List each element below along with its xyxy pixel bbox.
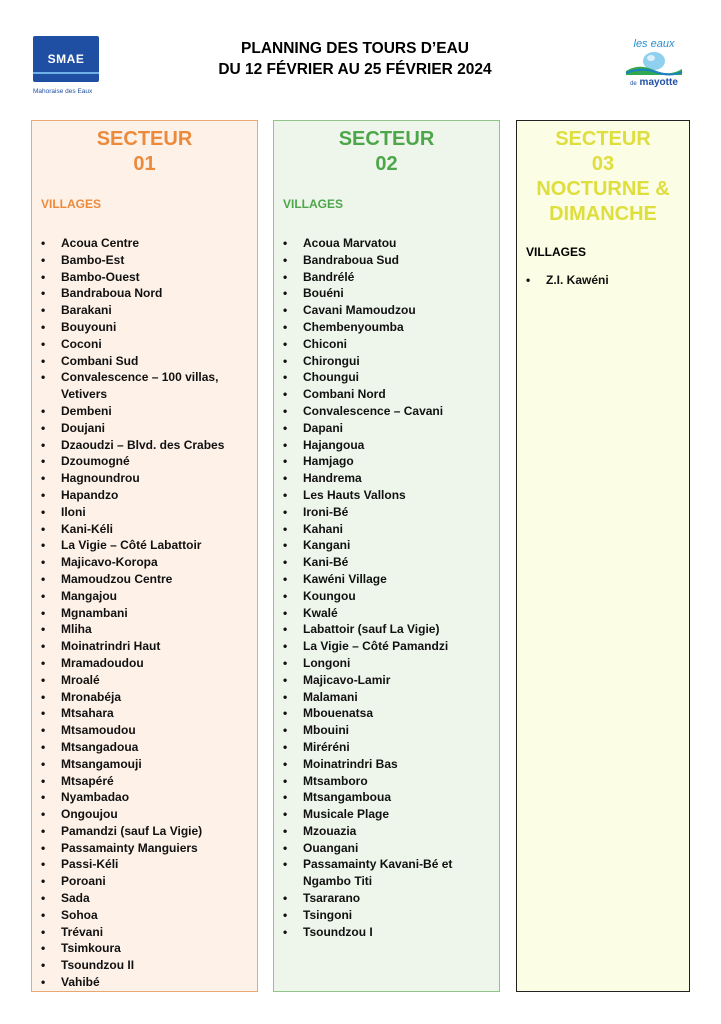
village-list-item: • Trévani xyxy=(41,924,251,941)
mayotte-logo-bottom xyxy=(618,77,690,88)
sector-01-villages-label: VILLAGES xyxy=(41,197,102,211)
village-list-item: • Bandraboua Nord xyxy=(41,285,251,302)
village-list-item: • Mramadoudou xyxy=(41,655,251,672)
village-list-item: • Tsimkoura xyxy=(41,940,251,957)
sector-01-column xyxy=(31,120,258,992)
smae-logo xyxy=(33,36,103,106)
sector-02-column xyxy=(273,120,500,992)
village-list-item: • Mtsangamouji xyxy=(41,756,251,773)
village-list-item: • Longoni xyxy=(283,655,493,672)
mayotte-logo-top: les eaux xyxy=(633,38,675,50)
village-list-item: • Moinatrindri Haut xyxy=(41,638,251,655)
village-list-item: • Chirongui xyxy=(283,353,493,370)
village-list-item: • Bambo-Est xyxy=(41,252,251,269)
village-list-item: • Passi-Kéli xyxy=(41,856,251,873)
village-list-item: • Coconi xyxy=(41,336,251,353)
sector-03-village-list xyxy=(517,272,689,289)
eaux-de-mayotte-logo xyxy=(618,38,690,100)
village-list-item: • Bouyouni xyxy=(41,319,251,336)
village-list-item: • Doujani xyxy=(41,420,251,437)
village-list-item: • Dzoumogné xyxy=(41,453,251,470)
village-list-item: • Moinatrindri Bas xyxy=(283,756,493,773)
village-list-item: • Mroalé xyxy=(41,672,251,689)
village-list-item: • Mbouenatsa xyxy=(283,705,493,722)
village-list-item: • Kani-Bé xyxy=(283,554,493,571)
village-list-item: • Mtsapéré xyxy=(41,773,251,790)
sector-03-title-line1: SECTEUR xyxy=(555,128,651,150)
sector-02-village-list xyxy=(274,235,499,940)
sector-02-villages-label: VILLAGES xyxy=(283,197,344,211)
village-list-item: • Passamainty Manguiers xyxy=(41,840,251,857)
village-list-item: • Mangajou xyxy=(41,588,251,605)
village-list-item: • Hajangoua xyxy=(283,437,493,454)
sector-03-title-line4: DIMANCHE xyxy=(549,203,657,225)
sector-03-title-line3: NOCTURNE & xyxy=(536,178,670,200)
village-list-item: • Bouéni xyxy=(283,285,493,302)
village-list-item: • Tsoundzou I xyxy=(283,924,493,941)
village-list-item: • Barakani xyxy=(41,302,251,319)
sector-02-title xyxy=(274,127,499,177)
village-list-item: • Les Hauts Vallons xyxy=(283,487,493,504)
village-list-item: • Mronabéja xyxy=(41,689,251,706)
village-list-item: • Convalescence – 100 villas, Vetivers xyxy=(41,369,251,403)
village-list-item: • Acoua Centre xyxy=(41,235,251,252)
village-list-item: • Kawéni Village xyxy=(283,571,493,588)
village-list-item: • Ouangani xyxy=(283,840,493,857)
village-list-item: • Kahani xyxy=(283,521,493,538)
sector-01-title-line1: SECTEUR xyxy=(96,128,193,150)
village-list-item: • Z.I. Kawéni xyxy=(526,272,683,289)
village-list-item: • Combani Sud xyxy=(41,353,251,370)
village-list-item: • Cavani Mamoudzou xyxy=(283,302,493,319)
sector-02-title-line2: 02 xyxy=(375,153,398,175)
village-list-item: • Hagnoundrou xyxy=(41,470,251,487)
village-list-item: • Poroani xyxy=(41,873,251,890)
village-list-item: • Kangani xyxy=(283,537,493,554)
village-list-item: • Dapani xyxy=(283,420,493,437)
village-list-item: • Mtsangamboua xyxy=(283,789,493,806)
village-list-item: • Kani-Kéli xyxy=(41,521,251,538)
smae-logo-subtitle: Mahoraise des Eaux xyxy=(33,88,93,95)
water-wave-icon xyxy=(624,51,684,77)
village-list-item: • Dembeni xyxy=(41,403,251,420)
village-list-item: • Nyambadao xyxy=(41,789,251,806)
village-list-item: • Mtsamboro xyxy=(283,773,493,790)
village-list-item: • Mliha xyxy=(41,621,251,638)
sector-01-title xyxy=(32,127,257,177)
village-list-item: • Bandrélé xyxy=(283,269,493,286)
village-list-item: • Mamoudzou Centre xyxy=(41,571,251,588)
village-list-item: • Hamjago xyxy=(283,453,493,470)
village-list-item: • La Vigie – Côté Labattoir xyxy=(41,537,251,554)
village-list-item: • Mgnambani xyxy=(41,605,251,622)
village-list-item: • Bandraboua Sud xyxy=(283,252,493,269)
page-title xyxy=(150,38,560,80)
village-list-item: • Dzaoudzi – Blvd. des Crabes xyxy=(41,437,251,454)
smae-logo-box xyxy=(33,36,99,82)
village-list-item: • Malamani xyxy=(283,689,493,706)
village-list-item: • Convalescence – Cavani xyxy=(283,403,493,420)
village-list-item: • Majicavo-Lamir xyxy=(283,672,493,689)
village-list-item: • Passamainty Kavani-Bé et Ngambo Titi xyxy=(283,856,493,890)
sector-03-title xyxy=(517,127,689,227)
sector-01-title-line2: 01 xyxy=(133,153,156,175)
village-list-item: • Musicale Plage xyxy=(283,806,493,823)
village-list-item: • Tsoundzou II xyxy=(41,957,251,974)
village-list-item: • Tsararano xyxy=(283,890,493,907)
village-list-item: • Pamandzi (sauf La Vigie) xyxy=(41,823,251,840)
village-list-item: • Mtsahara xyxy=(41,705,251,722)
village-list-item: • La Vigie – Côté Pamandzi xyxy=(283,638,493,655)
village-list-item: • Chiconi xyxy=(283,336,493,353)
sector-03-villages-label: VILLAGES xyxy=(526,245,587,259)
village-list-item: • Kwalé xyxy=(283,605,493,622)
village-list-item: • Mzouazia xyxy=(283,823,493,840)
smae-logo-text: SMAE xyxy=(47,52,85,66)
village-list-item: • Chembenyoumba xyxy=(283,319,493,336)
village-list-item: • Tsingoni xyxy=(283,907,493,924)
village-list-item: • Choungui xyxy=(283,369,493,386)
village-list-item: • Sada xyxy=(41,890,251,907)
village-list-item: • Majicavo-Koropa xyxy=(41,554,251,571)
village-list-item: • Labattoir (sauf La Vigie) xyxy=(283,621,493,638)
wave-icon xyxy=(33,72,99,74)
village-list-item: • Mbouini xyxy=(283,722,493,739)
village-list-item: • Handrema xyxy=(283,470,493,487)
sector-03-column xyxy=(516,120,690,992)
village-list-item: • Ongoujou xyxy=(41,806,251,823)
village-list-item: • Acoua Marvatou xyxy=(283,235,493,252)
mayotte-logo-name: mayotte xyxy=(639,77,678,88)
mayotte-logo-de: de xyxy=(630,81,637,87)
village-list-item: • Hapandzo xyxy=(41,487,251,504)
village-list-item: • Mtsamoudou xyxy=(41,722,251,739)
sector-03-title-line2: 03 xyxy=(591,153,615,175)
page-title-line2: DU 12 FÉVRIER AU 25 FÉVRIER 2024 xyxy=(218,61,492,78)
village-list-item: • Combani Nord xyxy=(283,386,493,403)
village-list-item: • Vahibé xyxy=(41,974,251,991)
village-list-item: • Sohoa xyxy=(41,907,251,924)
village-list-item: • Iloni xyxy=(41,504,251,521)
village-list-item: • Koungou xyxy=(283,588,493,605)
village-list-item: • Miréréni xyxy=(283,739,493,756)
page-title-line1: PLANNING DES TOURS D’EAU xyxy=(241,40,469,57)
village-list-item: • Ironi-Bé xyxy=(283,504,493,521)
sector-02-title-line1: SECTEUR xyxy=(338,128,435,150)
village-list-item: • Mtsangadoua xyxy=(41,739,251,756)
village-list-item: • Bambo-Ouest xyxy=(41,269,251,286)
sector-01-village-list xyxy=(32,235,257,991)
